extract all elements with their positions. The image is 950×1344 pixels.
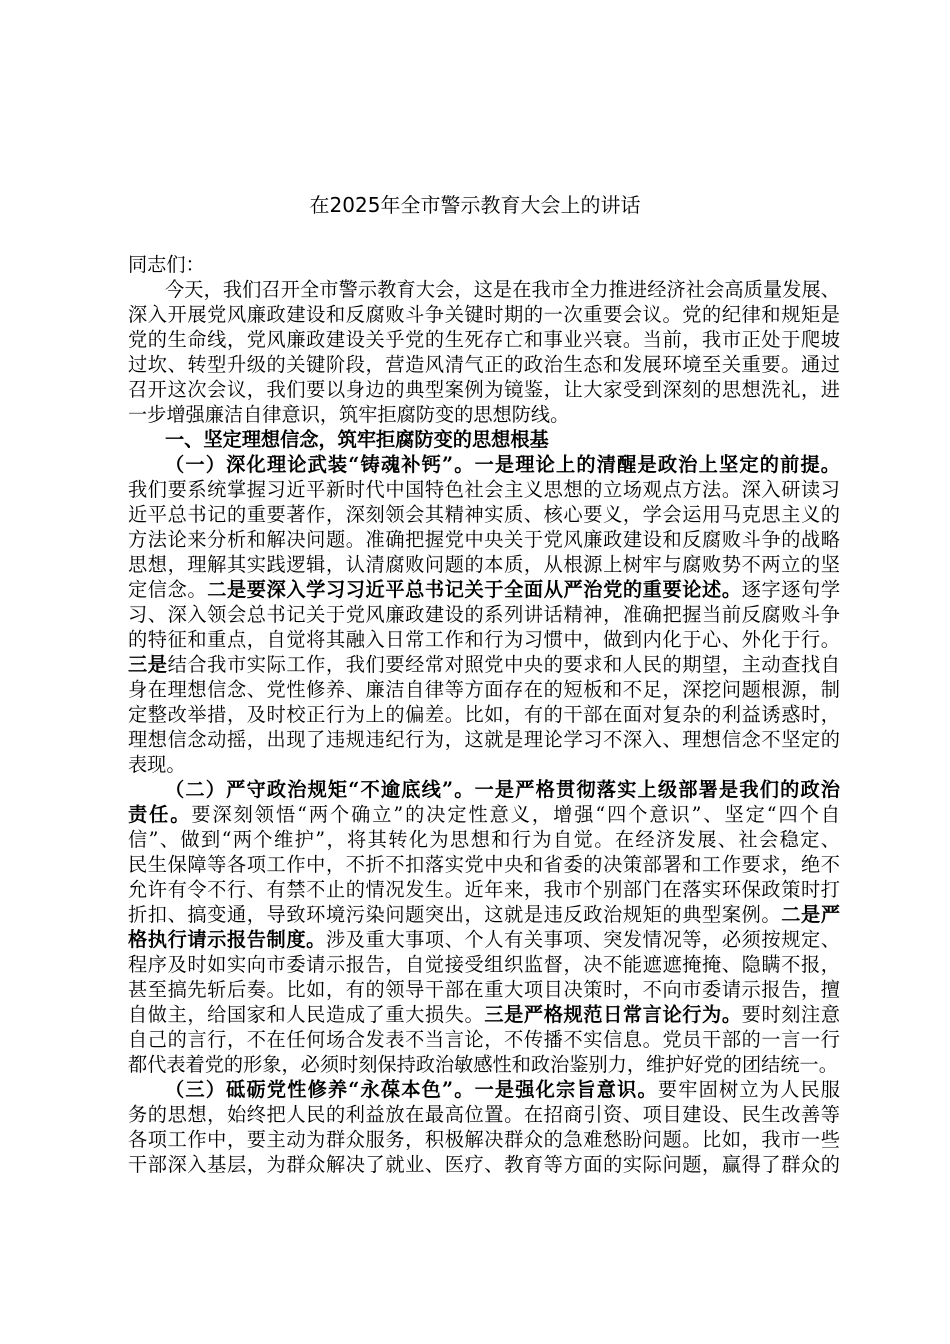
paragraphs	[128, 277, 840, 1177]
text: 涉及重大事项、个人有关事项、突发情况等，必须按规定、	[325, 928, 841, 951]
text: 理想信念动摇，出现了违规违纪行为，这就是理论学习不深入、理想信念不坚定的	[128, 728, 840, 751]
text: 身在理想信念、党性修养、廉洁自律等方面存在的短板和不足，深挖问题根源，制	[128, 678, 840, 701]
text: 干部深入基层，为群众解决了就业、医疗、教育等方面的实际问题，赢得了群众的	[128, 1153, 840, 1176]
text: 要时刻注意	[741, 1003, 841, 1026]
text-line	[128, 402, 840, 427]
bold-text: （一）深化理论武装“铸魂补钙”。一是理论上的清醒是政治上坚定的前提。	[165, 453, 840, 476]
text: 逐字逐句学	[741, 578, 841, 601]
text: 召开这次会议，我们要以身边的典型案例为镜鉴，让大家受到深刻的思想洗礼，进	[128, 378, 840, 401]
document-title: 在2025年全市警示教育大会上的讲话	[309, 193, 641, 217]
bold-text: 二是严	[781, 903, 841, 926]
text: 自己的言行，不在任何场合发表不当言论，不传播不实信息。党员干部的一言一行	[128, 1028, 840, 1051]
text: 深入开展党风廉政建设和反腐败斗争关键时期的一次重要会议。党的纪律和规矩是	[128, 303, 840, 326]
bold-text: 责任。	[128, 803, 192, 826]
text-line	[128, 552, 840, 577]
text-line	[128, 852, 840, 877]
text: 表现。	[128, 753, 186, 776]
paragraph	[128, 452, 840, 777]
text-line	[128, 477, 840, 502]
text-line	[128, 752, 840, 777]
salutation: 同志们：	[128, 253, 205, 276]
section-heading	[128, 427, 840, 452]
text-line	[128, 777, 840, 802]
bold-text: （三）砥砺党性修养“永葆本色”。一是强化宗旨意识。	[165, 1078, 658, 1101]
text: 的特征和重点，自觉将其融入日常工作和行为习惯中，做到内化于心、外化于行。	[128, 628, 840, 651]
text: 思想，理解其实践逻辑，认清腐败问题的本质，从根源上树牢与腐败势不两立的坚	[128, 553, 840, 576]
text-line	[128, 377, 840, 402]
text-line	[128, 277, 840, 302]
text-line	[128, 1002, 840, 1027]
text-line	[128, 302, 840, 327]
text: 定信念。	[128, 578, 208, 601]
text: 今天，我们召开全市警示教育大会，这是在我市全力推进经济社会高质量发展、	[165, 278, 840, 301]
text-line	[128, 727, 840, 752]
bold-text: 格执行请示报告制度。	[128, 928, 326, 951]
text-line	[128, 902, 840, 927]
text: 自做主，给国家和人民造成了重大损失。	[128, 1003, 485, 1026]
text-line	[128, 527, 840, 552]
text: 民生保障等各项工作中，不折不扣落实党中央和省委的决策部署和工作要求，绝不	[128, 853, 840, 876]
bold-text: 二是要深入学习习近平总书记关于全面从严治党的重要论述。	[207, 578, 742, 601]
text-line	[128, 352, 840, 377]
text: 甚至搞先斩后奏。比如，有的领导干部在重大项目决策时，不向市委请示报告，擅	[128, 978, 840, 1001]
text-line	[128, 652, 840, 677]
text: 我们要系统掌握习近平新时代中国特色社会主义思想的立场观点方法。深入研读习	[128, 478, 840, 501]
text: 要深刻领悟“两个确立”的决定性意义，增强“四个意识”、坚定“四个自	[191, 803, 841, 826]
text: 一步增强廉洁自律意识，筑牢拒腐防变的思想防线。	[128, 403, 570, 426]
text: 程序及时如实向市委请示报告，自觉接受组织监督，决不能遮遮掩掩、隐瞒不报，	[128, 953, 840, 976]
text-line	[128, 577, 840, 602]
text-line	[128, 1127, 840, 1152]
text-line	[128, 1102, 840, 1127]
text-line	[128, 502, 840, 527]
text: 结合我市实际工作，我们要经常对照党中央的要求和人民的期望，主动查找自	[167, 653, 841, 676]
text: 方法论来分析和解决问题。准确把握党中央关于党风廉政建设和反腐败斗争的战略	[128, 528, 840, 551]
text: 定整改举措，及时校正行为上的偏差。比如，有的干部在面对复杂的利益诱惑时，	[128, 703, 840, 726]
text-line	[128, 627, 840, 652]
text: 务的思想，始终把人民的利益放在最高位置。在招商引资、项目建设、民生改善等	[128, 1103, 840, 1126]
bold-text: 一、坚定理想信念，筑牢拒腐防变的思想根基	[165, 428, 549, 451]
text-line	[128, 702, 840, 727]
text: 习、深入领会总书记关于党风廉政建设的系列讲话精神，准确把握当前反腐败斗争	[128, 603, 840, 626]
bold-text: 三是	[128, 653, 168, 676]
text: 各项工作中，要主动为群众服务，积极解决群众的急难愁盼问题。比如，我市一些	[128, 1128, 840, 1151]
text-line	[128, 952, 840, 977]
text-line	[128, 1027, 840, 1052]
text: 允许有令不行、有禁不止的情况发生。近年来，我市个别部门在落实环保政策时打	[128, 878, 840, 901]
text: 要牢固树立为人民服	[657, 1078, 840, 1101]
text-line	[128, 452, 840, 477]
text: 近平总书记的重要著作，深刻领会其精神实质、核心要义，学会运用马克思主义的	[128, 503, 840, 526]
text: 折扣、搞变通，导致环境污染问题突出，这就是违反政治规矩的典型案例。	[128, 903, 782, 926]
text: 过坎、转型升级的关键阶段，营造风清气正的政治生态和发展环境至关重要。通过	[128, 353, 840, 376]
bold-text: 三是严格规范日常言论行为。	[484, 1003, 742, 1026]
text-line	[128, 977, 840, 1002]
text-line	[128, 877, 840, 902]
text-line	[128, 802, 840, 827]
text-line	[128, 327, 840, 352]
bold-text: （二）严守政治规矩“不逾底线”。一是严格贯彻落实上级部署是我们的政治	[165, 778, 840, 801]
text-line	[128, 927, 840, 952]
text-line	[128, 827, 840, 852]
text: 党的生命线，党风廉政建设关乎党的生死存亡和事业兴衰。当前，我市正处于爬坡	[128, 328, 840, 351]
text-line	[128, 677, 840, 702]
text: 信”、做到“两个维护”，将其转化为思想和行为自觉。在经济发展、社会稳定、	[128, 828, 840, 851]
paragraph	[128, 1077, 840, 1177]
text-line	[128, 1152, 840, 1177]
text: 都代表着党的形象，必须时刻保持政治敏感性和政治鉴别力，维护好党的团结统一。	[128, 1053, 838, 1076]
document-body	[128, 252, 840, 1177]
paragraph	[128, 777, 840, 1077]
text-line	[128, 602, 840, 627]
text-line	[128, 1077, 840, 1102]
text-line	[128, 1052, 840, 1077]
text-line	[128, 427, 840, 452]
paragraph	[128, 277, 840, 427]
